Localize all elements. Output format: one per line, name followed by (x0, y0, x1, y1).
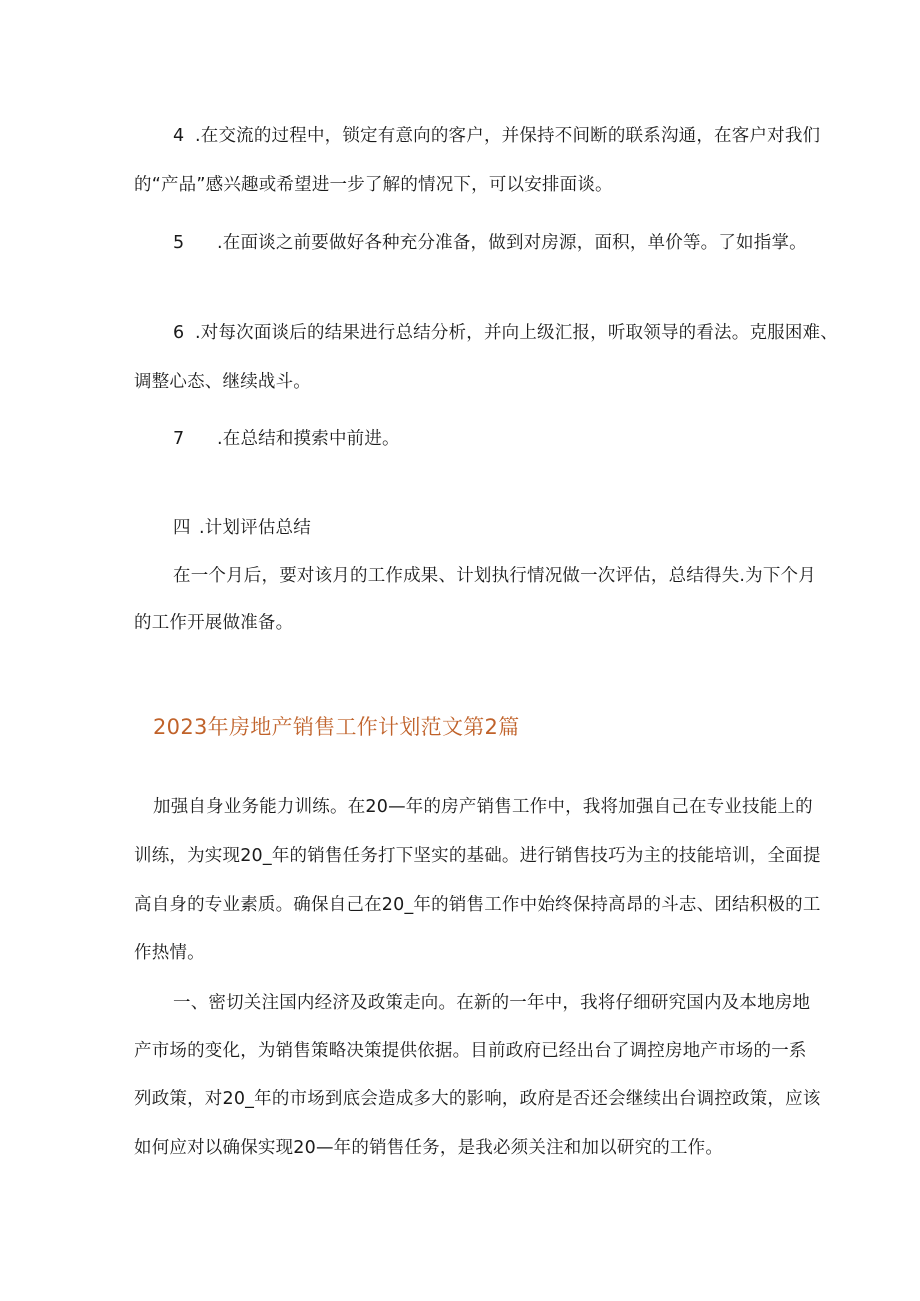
item-4-number: 4 (173, 126, 185, 146)
para-2-line-1: 一、密切关注国内经济及政策走向。在新的一年中，我将仔细研究国内及本地房地 (173, 993, 811, 1013)
para-2-line-4: 如何应对以确保实现20—年的销售任务，是我必须关注和加以研究的工作。 (134, 1138, 724, 1158)
item-4-text: .在交流的过程中，锁定有意向的客户，并保持不间断的联系沟通，在客户对我们 (195, 126, 821, 146)
item-5 (173, 232, 807, 254)
item-4-line-1 (173, 125, 820, 147)
item-4-line-2: 的“产品”感兴趣或希望进一步了解的情况下，可以安排面谈。 (134, 175, 613, 195)
section-4-line-2: 的工作开展做准备。 (134, 613, 294, 633)
item-6-number: 6 (173, 323, 185, 343)
item-7-number: 7 (173, 429, 185, 449)
item-6-line-1 (173, 322, 838, 344)
para-1-line-1: 加强自身业务能力训练。在20—年的房产销售工作中，我将加强自己在专业技能上的 (153, 797, 813, 817)
section-4-number: 四 (173, 518, 191, 538)
item-6-line-2: 调整心态、继续战斗。 (134, 372, 311, 392)
para-1-line-2: 训练，为实现20_年的销售任务打下坚实的基础。进行销售技巧为主的技能培训，全面提 (134, 846, 821, 866)
section-4-heading (173, 517, 311, 539)
section-4-title: .计划评估总结 (199, 518, 311, 538)
item-7 (173, 428, 400, 450)
para-1-line-3: 高自身的专业素质。确保自己在20_年的销售工作中始终保持高昂的斗志、团结积极的工 (134, 895, 821, 915)
para-2-line-2: 产市场的变化，为销售策略决策提供依据。目前政府已经出台了调控房地产市场的一系 (134, 1041, 807, 1061)
para-1-line-4: 作热情。 (134, 943, 205, 963)
item-7-text: .在总结和摸索中前进。 (217, 429, 400, 449)
section-4-line-1: 在一个月后，要对该月的工作成果、计划执行情况做一次评估，总结得失.为下个月 (173, 566, 816, 586)
item-5-text: .在面谈之前要做好各种充分准备，做到对房源，面积，单价等。了如指掌。 (217, 233, 807, 253)
article-2-title: 2023年房地产销售工作计划范文第2篇 (153, 715, 520, 739)
item-5-number: 5 (173, 233, 185, 253)
para-2-line-3: 列政策，对20_年的市场到底会造成多大的影响，政府是否还会继续出台调控政策，应该 (134, 1089, 821, 1109)
item-6-text: .对每次面谈后的结果进行总结分析，并向上级汇报，听取领导的看法。克服困难、 (195, 323, 838, 343)
